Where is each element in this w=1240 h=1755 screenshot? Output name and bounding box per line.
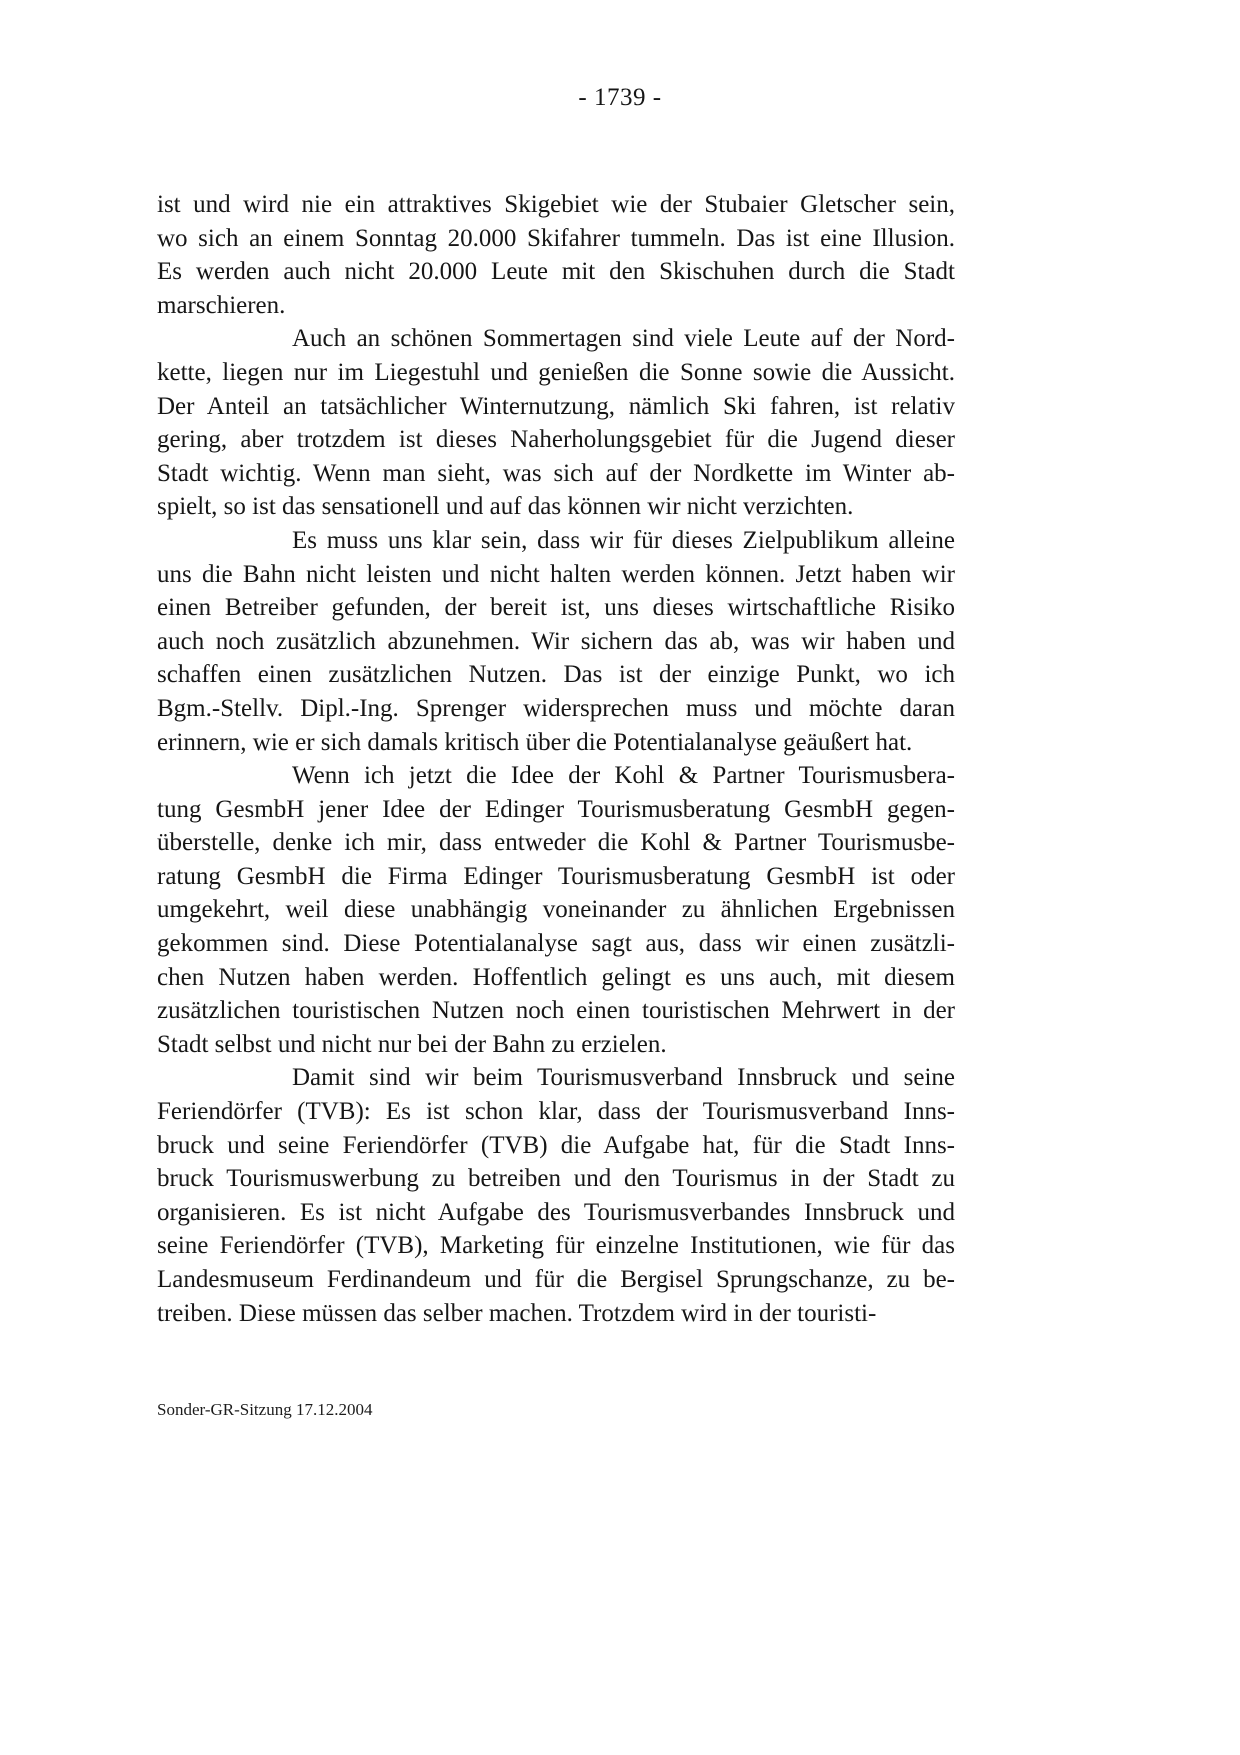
paragraph bbox=[157, 322, 955, 524]
text-line: Stadt selbst und nicht nur bei der Bahn zu erzielen. bbox=[157, 1030, 667, 1058]
text-line: seine Feriendörfer (TVB), Marketing für einzelne Institutionen, wie für das bbox=[157, 1232, 955, 1260]
text-line: Stadt wichtig. Wenn man sieht, was sich auf der Nordkette im Winter ab- bbox=[157, 459, 955, 487]
document-body bbox=[157, 188, 955, 1330]
text-line: bruck Tourismuswerbung zu betreiben und den Tourismus in der Stadt zu bbox=[157, 1165, 955, 1193]
text-line: ist und wird nie ein attraktives Skigebiet wie der Stubaier Gletscher sein, bbox=[157, 191, 955, 218]
text-line: einen Betreiber gefunden, der bereit ist, uns dieses wirtschaftliche Risiko bbox=[157, 594, 955, 622]
text-line: gering, aber trotzdem ist dieses Naherholungsgebiet für die Jugend dieser bbox=[157, 426, 955, 454]
page-number: - 1739 - bbox=[578, 84, 662, 111]
text-line: tung GesmbH jener Idee der Edinger Tourismusberatung GesmbH gegen- bbox=[157, 795, 955, 823]
paragraph bbox=[157, 188, 955, 322]
text-line: überstelle, denke ich mir, dass entweder die Kohl & Partner Tourismusbe- bbox=[157, 829, 955, 857]
text-line: Damit sind wir beim Tourismusverband Innsbruck und seine bbox=[292, 1064, 955, 1092]
text-line: Bgm.-Stellv. Dipl.-Ing. Sprenger widersprechen muss und möchte daran bbox=[157, 694, 955, 722]
text-line: chen Nutzen haben werden. Hoffentlich gelingt es uns auch, mit diesem bbox=[157, 963, 955, 991]
paragraph bbox=[157, 524, 955, 759]
text-line: Wenn ich jetzt die Idee der Kohl & Partner Tourismusbera- bbox=[292, 762, 955, 790]
text-line: gekommen sind. Diese Potentialanalyse sagt aus, dass wir einen zusätzli- bbox=[157, 930, 955, 958]
text-line: auch noch zusätzlich abzunehmen. Wir sichern das ab, was wir haben und bbox=[157, 627, 955, 655]
text-line: erinnern, wie er sich damals kritisch über die Potentialanalyse geäußert hat. bbox=[157, 728, 913, 756]
text-line: schaffen einen zusätzlichen Nutzen. Das ist der einzige Punkt, wo ich bbox=[157, 661, 955, 689]
paragraph bbox=[157, 1061, 955, 1330]
text-line: Es werden auch nicht 20.000 Leute mit den Skischuhen durch die Stadt bbox=[157, 258, 955, 286]
text-line: Landesmuseum Ferdinandeum und für die Bergisel Sprungschanze, zu be- bbox=[157, 1266, 955, 1293]
text-line: bruck und seine Feriendörfer (TVB) die Aufgabe hat, für die Stadt Inns- bbox=[157, 1131, 955, 1159]
text-line: Es muss uns klar sein, dass wir für dieses Zielpublikum alleine bbox=[292, 526, 955, 554]
text-line: marschieren. bbox=[157, 291, 286, 319]
text-line: Feriendörfer (TVB): Es ist schon klar, dass der Tourismusverband Inns- bbox=[157, 1098, 955, 1126]
text-line: treiben. Diese müssen das selber machen. Trotzdem wird in der touristi- bbox=[157, 1299, 877, 1327]
text-line: zusätzlichen touristischen Nutzen noch einen touristischen Mehrwert in der bbox=[157, 997, 955, 1025]
paragraph bbox=[157, 759, 955, 1061]
text-line: wo sich an einem Sonntag 20.000 Skifahrer tummeln. Das ist eine Illusion. bbox=[157, 224, 955, 252]
text-line: Der Anteil an tatsächlicher Winternutzung, nämlich Ski fahren, ist relativ bbox=[157, 392, 955, 420]
footer-text: Sonder-GR-Sitzung 17.12.2004 bbox=[157, 1400, 373, 1419]
text-line: umgekehrt, weil diese unabhängig voneinander zu ähnlichen Ergebnissen bbox=[157, 896, 955, 924]
text-line: ratung GesmbH die Firma Edinger Tourismusberatung GesmbH ist oder bbox=[157, 862, 955, 890]
text-line: spielt, so ist das sensationell und auf das können wir nicht verzichten. bbox=[157, 493, 854, 521]
text-line: Auch an schönen Sommertagen sind viele Leute auf der Nord- bbox=[292, 325, 955, 353]
text-line: uns die Bahn nicht leisten und nicht halten werden können. Jetzt haben wir bbox=[157, 560, 955, 588]
text-line: organisieren. Es ist nicht Aufgabe des Tourismusverbandes Innsbruck und bbox=[157, 1198, 955, 1226]
text-line: kette, liegen nur im Liegestuhl und genießen die Sonne sowie die Aussicht. bbox=[157, 358, 955, 386]
